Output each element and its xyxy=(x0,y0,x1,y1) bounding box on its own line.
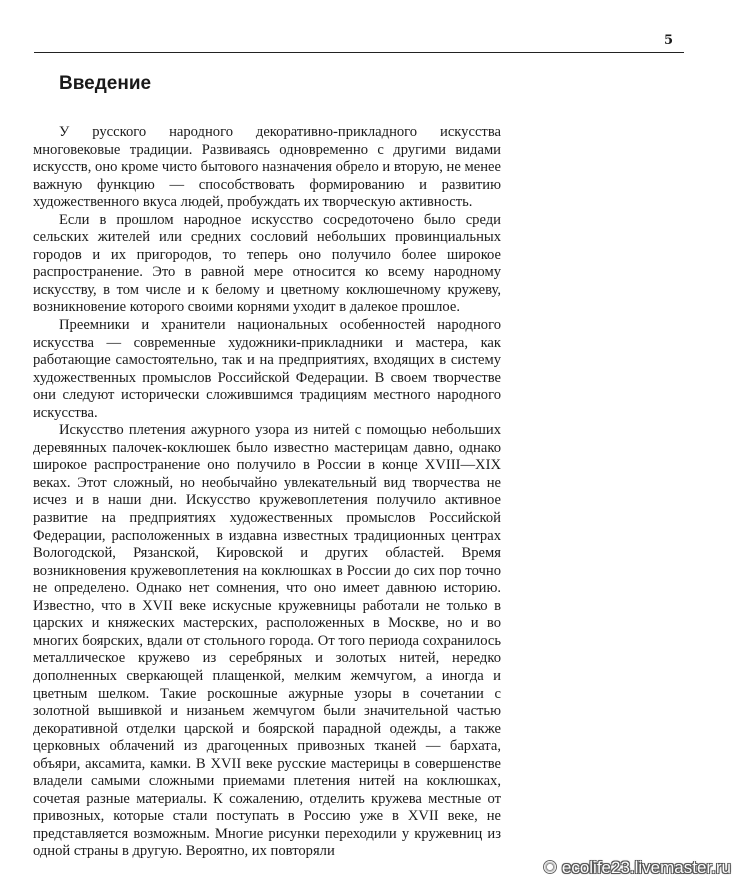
watermark-text: ecolife23.livemaster.ru xyxy=(561,858,731,877)
watermark xyxy=(543,858,731,878)
header-rule xyxy=(34,52,684,53)
paragraph: У русского народного декоративно-прикладного искусства многовековые традиции. Развиваясь одновременно с другими видами искусств, оно кроме чисто бытового назначения обрело и вторую, не менее важную функцию — способствовать формированию и развитию художественного вкуса людей, пробуждать их творческую активность. xyxy=(33,124,501,211)
paragraph: Если в прошлом народное искусство сосредоточено было среди сельских жителей или средних сословий небольших провинциальных городов и их пригородов, то теперь оно получило более широкое распространение. Это в равной мере относится ко всему народному искусству, в том числе и к белому и цветному коклюшечному кружеву, возникновение которого своими корнями уходит в далекое прошлое. xyxy=(33,211,501,316)
spiral-logo-icon xyxy=(543,860,557,874)
paragraph: Искусство плетения ажурного узора из нитей с помощью небольших деревянных палочек-коклюшек было известно мастерицам давно, однако широкое распространение оно получило в России в конце XVIII—XIX веках. Этот сложный, но необычайно увлекательный вид творчества не исчез и в наши дни. Искусство кружевоплетения получило активное развитие на предприятиях художественных промыслов Российской Федерации, расположенных в издавна известных традиционных центрах Вологодской, Рязанской, Кировской и других областей. Время возникновения кружевоплетения на коклюшках в России до сих пор точно не определено. Однако нет сомнения, что оно имеет давнюю историю. Известно, что в XVII веке искусные кружевницы работали не только в царских и княжеских мастерских, расположенных в Москве, но и во многих боярских, вдали от стольного города. От того периода сохранилось металлическое кружево из серебряных и золотых нитей, нередко дополненных сверкающей плащенкой, мелким жемчугом, а иногда и цветным шелком. Такие роскошные ажурные узоры в сочетании с золотной вышивкой и низаньем жемчугом были значительной частью декоративной отделки царской и боярской парадной одежды, а также церковных облачений из драгоценных привозных тканей — бархата, объяри, аксамита, камки. В XVII веке русские мастерицы в совершенстве владели самыми сложными приемами плетения нитей на коклюшках, сочетая разные материалы. К сожалению, отделить кружева местные от привозных, которые стали поступать в Россию уже в XVII веке, не представляется возможным. Многие рисунки переходили у кружевниц из одной страны в другую. Вероятно, их повторяли xyxy=(33,422,501,860)
paragraph: Преемники и хранители национальных особенностей народного искусства — современные художники-прикладники и мастера, как работающие самостоятельно, так и на предприятиях, входящих в систему художественных промыслов Российской Федерации. В своем творчестве они следуют исторически сложившимся традициям местного народного искусства. xyxy=(33,317,501,421)
page-heading: Введение xyxy=(59,73,152,94)
page-number: 5 xyxy=(663,33,673,48)
body-text xyxy=(33,124,501,861)
